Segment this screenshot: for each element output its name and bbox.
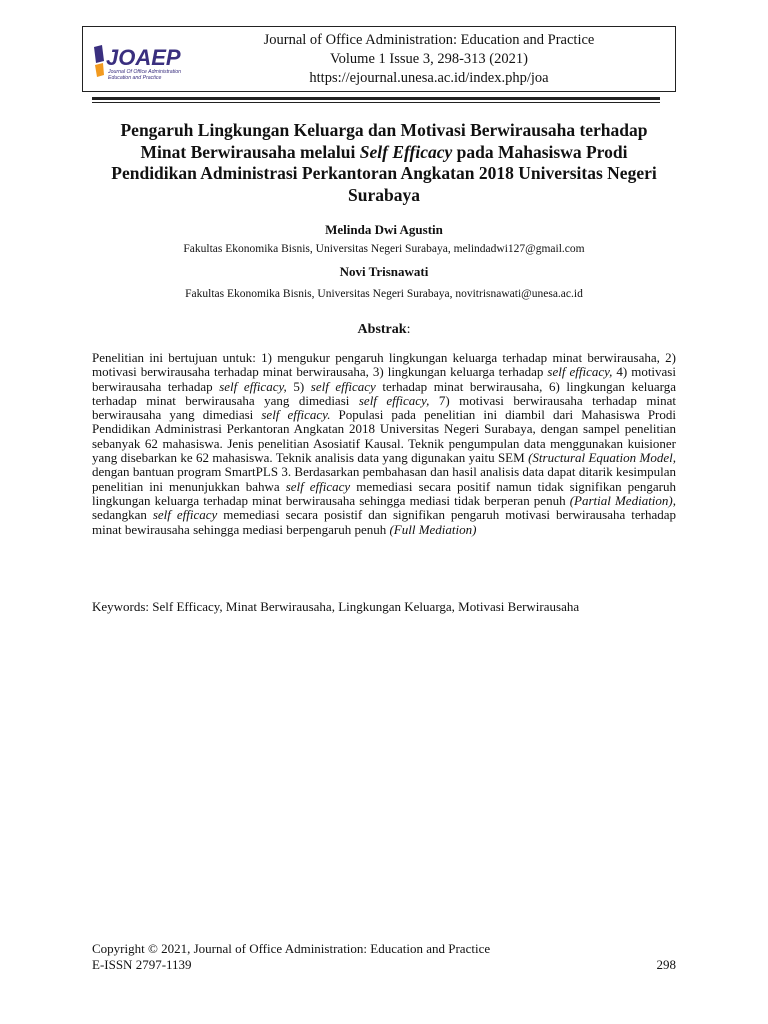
abstract-text: 5) (286, 378, 311, 394)
logo-subtext-2: Education and Practice (108, 75, 162, 81)
abstract-italic-term: (Structural Equation Model, (528, 450, 676, 466)
journal-url[interactable]: https://ejournal.unesa.ac.id/index.php/joa (309, 70, 549, 86)
abstract-text: memediasi secara positif namun tidak signifikan pengaruh lingkungan keluarga terhadap minat berwirausaha sehingga mediasi tidak berperan penuh (92, 478, 677, 508)
abstract-italic-term: self efficacy, (219, 378, 287, 394)
abstract-body (92, 351, 676, 537)
journal-header (82, 26, 676, 92)
abstract-italic-term: self efficacy. (261, 407, 331, 423)
author-name: Novi Trisnawati (339, 264, 429, 279)
issn: E-ISSN 2797-1139 (92, 957, 192, 972)
abstract-italic-term: (Full Mediation) (389, 521, 477, 537)
abstract-text: Penelitian ini bertujuan untuk: 1) mengukur pengaruh lingkungan keluarga terhadap minat berwirausaha, 2) motivasi berwirausaha terhadap minat berwirausaha, 3) lingkungan keluarga terhadap (92, 350, 676, 380)
author-name: Melinda Dwi Agustin (325, 222, 443, 237)
journal-volume: Volume 1 Issue 3, 298-313 (2021) (330, 51, 528, 67)
abstract-text: memediasi secara posistif dan signifikan pengaruh motivasi berwirausaha terhadap minat bewirausaha sehingga mediasi berpengaruh penuh (92, 507, 676, 537)
abstract-text: Populasi pada penelitian ini diambil dari Mahasiswa Prodi Pendidikan Administrasi Perkantoran Angkatan 2018 Universitas Negeri Surabaya, dengan sampel penelitian sebanyak 62 mahasiswa. Jenis penelitian Asosiatif Kausal. Teknik pengumpulan data menggunakan kuisioner yang disebarkan ke 62 mahasiswa. Teknik analisis data yang digunakan yaitu SEM (92, 407, 676, 466)
abstract-italic-term: self efficacy (310, 378, 376, 394)
page-footer (92, 941, 490, 973)
abstract-heading: Abstrak: (357, 322, 411, 337)
abstract-text: dengan bantuan program SmartPLS 3. Berdasarkan pembahasan dan hasil analisis data dapat ditarik kesimpulan penelitian ini menunjukkan bahwa (92, 464, 676, 494)
abstract-text: terhadap minat berwirausaha, 6) lingkungan keluarga terhadap minat berwirausaha yang dimediasi (92, 378, 676, 408)
journal-name: Journal of Office Administration: Education and Practice (263, 32, 595, 48)
logo-wordmark: JOAEP (106, 45, 181, 70)
abstract-text: 4) motivasi berwirausaha terhadap (92, 364, 676, 394)
abstract-text: 7) motivasi berwirausaha terhadap minat berwirausaha yang dimediasi (92, 392, 676, 423)
abstract-italic-term: self efficacy (285, 478, 351, 494)
paper-title: Pengaruh Lingkungan Keluarga dan Motivasi Berwirausaha terhadap Minat Berwirausaha melalui Self Efficacy pada Mahasiswa Prodi Pendidikan Administrasi Perkantoran Angkatan 2018 Universitas Negeri Surabaya (111, 120, 657, 205)
keywords: Keywords: Self Efficacy, Minat Berwirausaha, Lingkungan Keluarga, Motivasi Berwirausaha (92, 599, 580, 614)
logo-subtext-1: Journal Of Office Administration (108, 69, 182, 75)
copyright-notice: Copyright © 2021, Journal of Office Administration: Education and Practice (92, 941, 491, 956)
abstract-italic-term: (Partial Mediation), (569, 492, 676, 508)
header-rule-thick (92, 97, 660, 100)
page-number: 298 (656, 957, 676, 972)
author-affiliation: Fakultas Ekonomika Bisnis, Universitas Negeri Surabaya, novitrisnawati@unesa.ac.id (185, 288, 583, 300)
abstract-italic-term: self efficacy (152, 507, 218, 523)
header-rule-thin (92, 102, 660, 103)
abstract-italic-term: self efficacy, (358, 392, 430, 408)
abstract-italic-term: self efficacy, (547, 364, 613, 380)
abstract-text: sedangkan (92, 507, 153, 523)
author-affiliation: Fakultas Ekonomika Bisnis, Universitas Negeri Surabaya, melindadwi127@gmail.com (183, 243, 585, 255)
